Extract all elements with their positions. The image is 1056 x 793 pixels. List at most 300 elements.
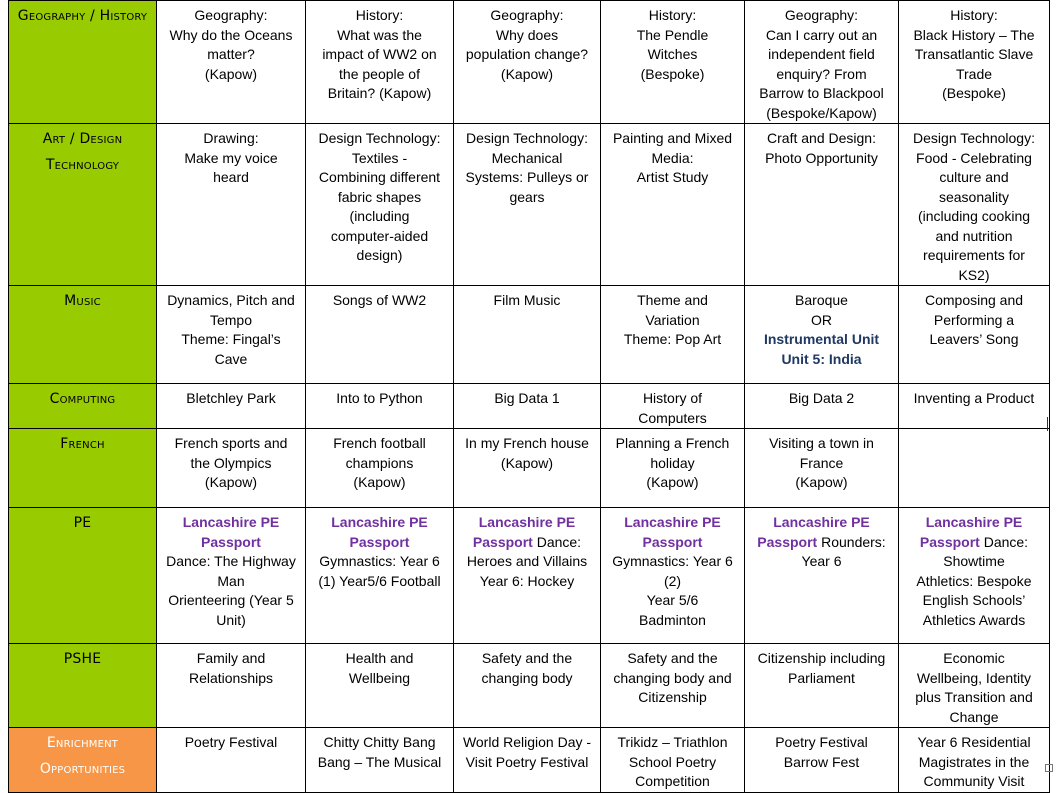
cell-line — [901, 611, 1047, 631]
cell-line — [747, 149, 896, 169]
highlight-text: Passport — [642, 533, 703, 550]
cell-line — [901, 149, 1047, 169]
cell-text: Trikidz – Triathlon — [617, 734, 728, 750]
cell-line — [603, 65, 742, 85]
highlight-text: Passport — [349, 533, 410, 550]
term-cell — [157, 1, 306, 124]
cell-text: (Kapow) — [353, 474, 406, 490]
term-cell — [157, 429, 306, 508]
cell-line — [456, 291, 598, 311]
cell-line — [901, 129, 1047, 149]
cell-text: Magistrates in the — [918, 753, 1030, 770]
cell-line — [901, 572, 1047, 592]
cell-text: (Bespoke/Kapow) — [766, 104, 877, 121]
cell-text: Citizenship — [638, 689, 707, 705]
term-cell — [306, 286, 454, 384]
cell-line — [308, 649, 451, 669]
cell-line — [603, 688, 742, 708]
table-row-computing — [9, 384, 1050, 429]
cell-text: Food - Celebrating — [916, 149, 1032, 166]
cell-line — [159, 149, 303, 169]
cell-text: Photo Opportunity — [765, 149, 878, 166]
cell-text: Bletchley Park — [186, 390, 276, 406]
cell-line — [456, 389, 598, 409]
term-cell — [899, 429, 1050, 508]
cell-line — [901, 6, 1047, 26]
subject-cell-art-design-technology — [9, 124, 157, 286]
highlight-text: Lancashire PE — [773, 514, 870, 530]
cell-line — [456, 168, 598, 188]
cell-line — [308, 434, 451, 454]
term-cell — [601, 286, 745, 384]
subject-cell-enrichment-opportunities — [9, 728, 157, 793]
cell-text: the Olympics — [190, 454, 272, 471]
subject-label: Art / Design — [42, 131, 123, 147]
cell-line — [747, 733, 896, 753]
cell-text: Visit Poetry Festival — [465, 753, 589, 770]
cell-line — [901, 26, 1047, 46]
cell-text: (including cooking — [917, 208, 1031, 224]
cell-text: (Bespoke) — [942, 85, 1006, 101]
cell-text: Into to Python — [336, 390, 423, 406]
cell-text: Poetry Festival — [775, 734, 868, 750]
term-cell — [899, 644, 1050, 728]
cell-line — [901, 772, 1047, 792]
cell-line — [901, 65, 1047, 85]
term-cell — [899, 286, 1050, 384]
term-cell — [157, 508, 306, 644]
cell-line — [747, 649, 896, 669]
cell-text: Gymnastics: Year 6 — [319, 553, 440, 569]
subject-label: French — [60, 436, 105, 452]
cell-text: Athletics: Bespoke — [916, 572, 1032, 589]
cell-line — [308, 246, 451, 266]
highlight-text: Lancashire PE — [478, 514, 576, 530]
cell-text: Design Technology: — [318, 130, 441, 146]
term-cell — [745, 508, 899, 644]
cell-text: seasonality — [938, 188, 1010, 205]
cell-text: Design Technology: — [466, 130, 588, 146]
cell-text: Man — [217, 572, 245, 589]
cell-text: Gymnastics: Year 6 — [612, 553, 733, 569]
cell-line — [456, 45, 598, 65]
subject-cell-computing — [9, 384, 157, 429]
term-cell — [745, 728, 899, 793]
cell-text: enquiry? From — [776, 65, 867, 82]
term-cell — [899, 728, 1050, 793]
cell-line — [456, 188, 598, 208]
term-cell — [454, 286, 601, 384]
cell-line — [603, 6, 742, 26]
cell-line — [901, 246, 1047, 266]
cell-line — [603, 591, 742, 611]
table-row-geography-history — [9, 1, 1050, 124]
cell-line — [603, 649, 742, 669]
cell-text: Health and — [345, 650, 414, 666]
cell-text: History of — [642, 390, 703, 406]
cell-line — [159, 733, 303, 753]
cell-line — [308, 207, 451, 227]
cell-line — [901, 207, 1047, 227]
cell-line — [308, 669, 451, 689]
cell-line — [603, 611, 742, 631]
cell-line — [901, 330, 1047, 350]
cell-text: holiday — [650, 454, 695, 471]
cell-text: (Kapow) — [795, 474, 848, 490]
term-cell — [454, 1, 601, 124]
cell-text: Big Data 2 — [788, 390, 855, 406]
cell-line — [747, 65, 896, 85]
term-cell — [157, 728, 306, 793]
subject-cell-geography-history — [9, 1, 157, 124]
cell-line — [456, 513, 598, 533]
cell-line — [456, 149, 598, 169]
cell-text: population change? — [465, 46, 589, 62]
cell-text: Safety and the — [481, 650, 573, 666]
cell-line — [159, 330, 303, 350]
table-resize-handle[interactable] — [1045, 764, 1053, 772]
cell-line — [901, 311, 1047, 331]
term-cell — [306, 124, 454, 286]
cell-line — [901, 533, 1047, 553]
subject-label: PSHE — [63, 651, 102, 667]
cell-text: Craft and Design: — [767, 130, 876, 146]
cell-line — [603, 552, 742, 572]
cell-line — [747, 669, 896, 689]
highlight-text: Passport — [757, 533, 818, 550]
term-cell — [454, 644, 601, 728]
cell-text: Bang – The Musical — [317, 753, 442, 770]
table-edge-marker — [1047, 417, 1048, 431]
highlight-text: Lancashire PE — [624, 514, 721, 530]
cell-text: Drawing: — [203, 130, 259, 146]
term-cell — [454, 124, 601, 286]
cell-line — [603, 168, 742, 188]
cell-line — [456, 572, 598, 592]
term-cell — [601, 728, 745, 793]
cell-line — [456, 454, 598, 474]
highlight-text: Instrumental Unit — [763, 331, 880, 347]
cell-line — [159, 473, 303, 493]
cell-text: Chitty Chitty Bang — [323, 734, 436, 750]
cell-line — [747, 473, 896, 493]
cell-line — [603, 291, 742, 311]
subject-label: Geography / History — [17, 8, 148, 24]
cell-line — [603, 389, 742, 409]
term-cell — [745, 1, 899, 124]
cell-text: (Kapow) — [204, 474, 258, 490]
cell-text: Dynamics, Pitch and — [167, 292, 295, 308]
cell-text: Relationships — [188, 669, 274, 686]
cell-line — [308, 733, 451, 753]
cell-text: Dance: — [979, 533, 1029, 550]
cell-text: Dance: — [532, 533, 582, 550]
cell-line — [603, 434, 742, 454]
cell-text: Baroque — [795, 292, 848, 308]
highlight-text: Passport — [472, 533, 533, 550]
cell-line — [159, 129, 303, 149]
subject-cell-french — [9, 429, 157, 508]
cell-line — [603, 513, 742, 533]
cell-line — [308, 26, 451, 46]
cell-text: Visiting a town in — [769, 435, 874, 451]
cell-line — [159, 454, 303, 474]
table-row-pshe — [9, 644, 1050, 728]
term-cell — [899, 1, 1050, 124]
cell-text: Year 6 Residential — [917, 734, 1031, 750]
cell-line — [901, 669, 1047, 689]
subject-label: Opportunities — [39, 761, 126, 777]
term-cell — [899, 384, 1050, 429]
cell-text: gears — [509, 188, 545, 205]
cell-line — [901, 552, 1047, 572]
term-cell — [601, 384, 745, 429]
cell-text: The Pendle — [636, 26, 709, 43]
cell-text: the people of — [339, 65, 420, 82]
cell-text: (2) — [663, 572, 682, 589]
cell-line — [603, 409, 742, 429]
cell-line — [747, 84, 896, 104]
cell-text: (Kapow) — [204, 65, 258, 82]
cell-line — [747, 389, 896, 409]
cell-line — [603, 533, 742, 553]
term-cell — [454, 384, 601, 429]
table-row-french — [9, 429, 1050, 508]
cell-line — [747, 129, 896, 149]
term-cell — [306, 429, 454, 508]
cell-line — [747, 6, 896, 26]
cell-line — [603, 473, 742, 493]
cell-line — [159, 350, 303, 370]
cell-line — [159, 591, 303, 611]
cell-text: In my French house — [465, 435, 589, 451]
cell-text: Showtime — [943, 553, 1005, 569]
cell-line — [747, 350, 896, 370]
cell-text: matter? — [207, 46, 255, 62]
cell-text: fabric shapes — [337, 188, 422, 205]
term-cell — [899, 508, 1050, 644]
cell-text: Geography: — [194, 7, 268, 23]
cell-text: Wellbeing, Identity — [916, 669, 1032, 686]
cell-line — [747, 104, 896, 124]
cell-text: culture and — [939, 169, 1009, 185]
term-cell — [157, 644, 306, 728]
cell-text: (1) Year5/6 Football — [318, 572, 441, 589]
cell-line — [308, 552, 451, 572]
cell-line — [308, 129, 451, 149]
cell-line — [603, 572, 742, 592]
cell-line — [159, 311, 303, 331]
cell-line — [159, 533, 303, 553]
term-cell — [454, 508, 601, 644]
cell-line — [747, 753, 896, 773]
cell-text: Safety and the — [627, 650, 718, 666]
table-row-music — [9, 286, 1050, 384]
term-cell — [157, 286, 306, 384]
cell-text: Badminton — [639, 611, 706, 628]
cell-text: Year 5/6 — [646, 592, 699, 608]
cell-line — [308, 454, 451, 474]
term-cell — [306, 384, 454, 429]
highlight-text: Unit 5: India — [781, 350, 862, 367]
cell-line — [308, 473, 451, 493]
highlight-text: Passport — [919, 533, 980, 550]
term-cell — [601, 124, 745, 286]
subject-cell-music — [9, 286, 157, 384]
cell-line — [901, 688, 1047, 708]
cell-text: independent field — [768, 46, 875, 62]
cell-text: School Poetry — [628, 753, 717, 770]
cell-text: Geography: — [490, 7, 564, 23]
cell-text: Wellbeing — [348, 669, 411, 686]
cell-text: Dance: The Highway — [166, 553, 296, 569]
cell-text: Can I carry out an — [765, 26, 878, 43]
cell-line — [456, 533, 598, 553]
cell-line — [747, 454, 896, 474]
cell-text: requirements for — [923, 247, 1025, 263]
cell-line — [747, 26, 896, 46]
cell-line — [308, 84, 451, 104]
table-row-enrichment-opportunities — [9, 728, 1050, 793]
cell-text: Make my voice — [184, 149, 278, 166]
cell-text: Family and — [196, 650, 266, 666]
cell-line — [456, 753, 598, 773]
cell-text: Media: — [651, 149, 694, 166]
cell-line — [901, 168, 1047, 188]
cell-text: OR — [811, 311, 832, 328]
cell-line — [159, 45, 303, 65]
term-cell — [601, 508, 745, 644]
cell-line — [901, 591, 1047, 611]
cell-line — [901, 188, 1047, 208]
cell-text: French football — [333, 435, 426, 451]
subject-label: PE — [73, 515, 92, 531]
term-cell — [601, 644, 745, 728]
cell-line — [308, 389, 451, 409]
cell-text: (Kapow) — [646, 474, 699, 490]
cell-text: Competition — [635, 773, 710, 789]
cell-text: design) — [356, 247, 403, 263]
cell-text: (Bespoke) — [640, 65, 705, 82]
cell-text: Rounders: — [817, 533, 886, 550]
cell-line — [603, 26, 742, 46]
cell-text: Painting and Mixed — [612, 130, 733, 146]
table-row-art-design-technology — [9, 124, 1050, 286]
cell-line — [747, 552, 896, 572]
cell-text: (Kapow) — [500, 65, 554, 82]
term-cell — [306, 644, 454, 728]
cell-text: Mechanical — [491, 149, 563, 166]
cell-line — [456, 129, 598, 149]
cell-line — [603, 311, 742, 331]
cell-line — [159, 434, 303, 454]
cell-line — [603, 733, 742, 753]
term-cell — [306, 508, 454, 644]
cell-line — [159, 291, 303, 311]
cell-text: plus Transition and — [915, 689, 1033, 705]
cell-line — [308, 6, 451, 26]
cell-text: Citizenship including — [757, 650, 886, 666]
cell-text: Planning a French — [615, 435, 730, 451]
cell-line — [456, 434, 598, 454]
cell-text: Inventing a Product — [913, 390, 1035, 406]
cell-line — [159, 552, 303, 572]
cell-line — [901, 753, 1047, 773]
cell-line — [747, 513, 896, 533]
term-cell — [745, 124, 899, 286]
term-cell — [745, 429, 899, 508]
cell-text: Trade — [955, 65, 993, 82]
cell-text: (Kapow) — [500, 454, 554, 471]
cell-text: Black History – The — [913, 26, 1035, 43]
cell-line — [159, 572, 303, 592]
cell-line — [901, 291, 1047, 311]
cell-text: Witches — [647, 46, 698, 62]
term-cell — [454, 429, 601, 508]
cell-line — [747, 311, 896, 331]
cell-line — [456, 65, 598, 85]
cell-text: impact of WW2 on — [322, 46, 437, 62]
cell-text: History: — [355, 7, 404, 23]
cell-line — [456, 649, 598, 669]
cell-line — [159, 649, 303, 669]
cell-line — [603, 149, 742, 169]
cell-text: and nutrition — [935, 227, 1013, 244]
cell-line — [901, 84, 1047, 104]
curriculum-table — [8, 0, 1050, 793]
cell-text: History: — [648, 7, 697, 23]
cell-text: France — [799, 454, 844, 471]
subject-cell-pshe — [9, 644, 157, 728]
cell-text: Theme: Pop Art — [623, 331, 722, 347]
cell-line — [308, 149, 451, 169]
cell-text: Why do the Oceans — [169, 26, 293, 43]
cell-line — [308, 533, 451, 553]
cell-line — [159, 26, 303, 46]
cell-text: Year 6: Hockey — [479, 572, 575, 589]
cell-text: World Religion Day - — [462, 734, 592, 750]
cell-text: (including — [349, 208, 410, 224]
subject-label: Enrichment — [46, 735, 119, 751]
cell-line — [603, 669, 742, 689]
cell-text: Systems: Pulleys or — [465, 169, 589, 185]
cell-text: Poetry Festival — [184, 734, 278, 750]
cell-line — [456, 6, 598, 26]
cell-text: changing body and — [613, 669, 732, 686]
cell-line — [308, 227, 451, 247]
cell-text: Year 6 — [801, 553, 842, 569]
cell-text: Textiles - — [351, 149, 408, 166]
highlight-text: Lancashire PE — [331, 514, 428, 530]
cell-text: Heroes and Villains — [466, 553, 588, 569]
cell-line — [747, 330, 896, 350]
cell-text: French sports and — [174, 435, 288, 451]
cell-text: Artist Study — [636, 169, 709, 185]
table-body — [9, 1, 1050, 793]
term-cell — [157, 384, 306, 429]
cell-line — [308, 168, 451, 188]
cell-line — [901, 266, 1047, 286]
cell-text: Variation — [645, 311, 700, 328]
cell-line — [747, 291, 896, 311]
cell-text: English Schools’ — [922, 592, 1026, 608]
cell-line — [603, 753, 742, 773]
cell-text: Composing and — [924, 292, 1024, 308]
cell-line — [901, 733, 1047, 753]
term-cell — [454, 728, 601, 793]
cell-text: Big Data 1 — [494, 390, 560, 406]
cell-text: KS2) — [958, 266, 990, 283]
